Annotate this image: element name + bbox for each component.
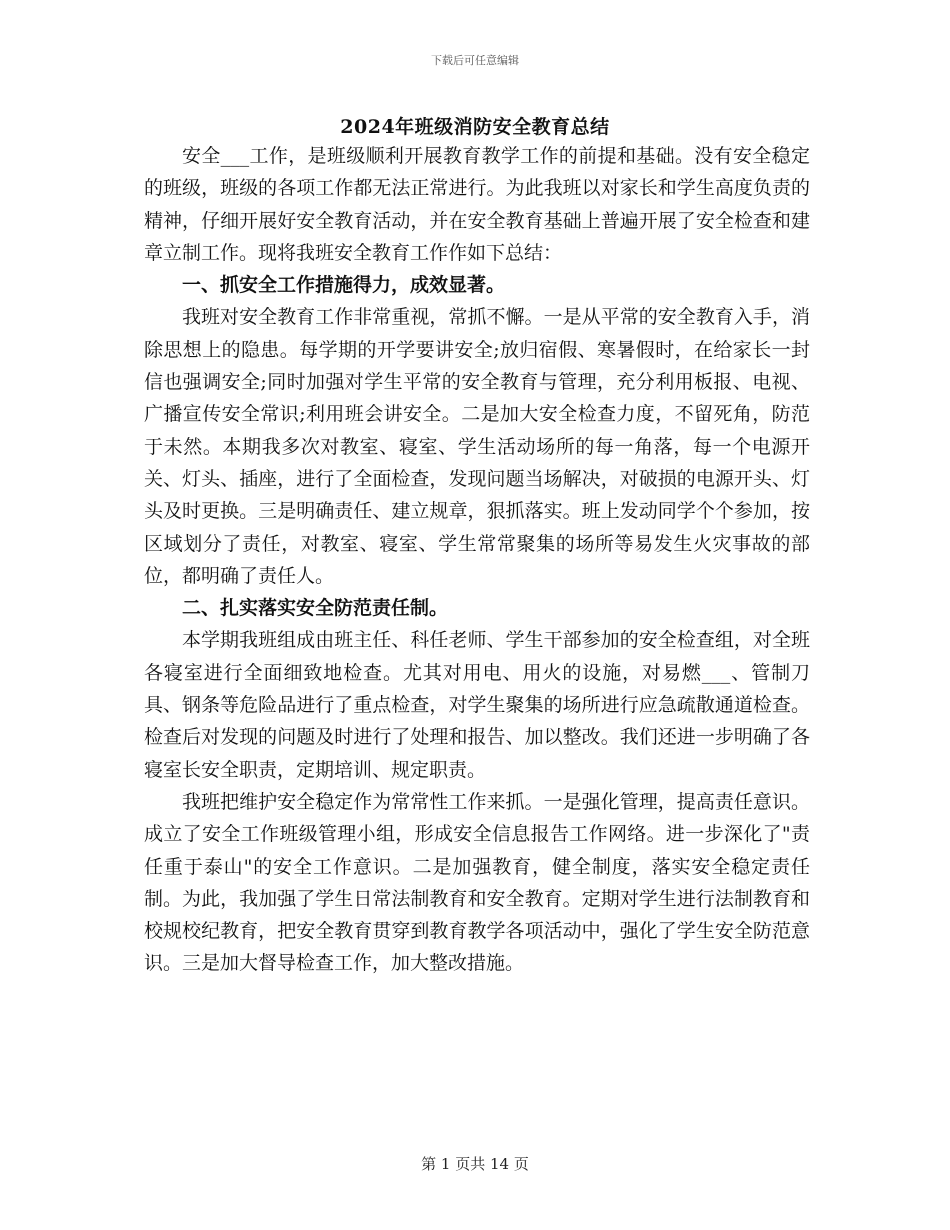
intro-paragraph: 安全___工作，是班级顺利开展教育教学工作的前提和基础。没有安全稳定的班级，班级的各项工作都无法正常进行。为此我班以对家长和学生高度负责的精神，仔细开展好安全教育活动，并在安全教育基础上普遍开展了安全检查和建章立制工作。现将我班安全教育工作作如下总结： xyxy=(144,145,810,264)
page-number: 第 1 页共 14 页 xyxy=(421,1155,529,1173)
section-2-paragraph-2: 我班把维护安全稳定作为常常性工作来抓。一是强化管理，提高责任意识。成立了安全工作班级管理小组，形成安全信息报告工作网络。进一步深化了"责任重于泰山"的安全工作意识。二是加强教育，健全制度，落实安全稳定责任制。为此，我加强了学生日常法制教育和安全教育。定期对学生进行法制教育和校规校纪教育，把安全教育贯穿到教育教学各项活动中，强化了学生安全防范意识。三是加大督导检查工作，加大整改措施。 xyxy=(144,790,810,975)
section-heading-2: 二、扎实落实安全防范责任制。 xyxy=(182,597,449,620)
page-header-note: 下载后可任意编辑 xyxy=(431,54,519,67)
section-heading-1: 一、抓安全工作措施得力，成效显著。 xyxy=(182,274,506,297)
section-2-paragraph-1: 本学期我班组成由班主任、科任老师、学生干部参加的安全检查组，对全班各寝室进行全面细致地检查。尤其对用电、用火的设施，对易燃___、管制刀具、钢条等危险品进行了重点检查，对学生聚集的场所进行应急疏散通道检查。检查后对发现的问题及时进行了处理和报告、加以整改。我们还进一步明确了各寝室长安全职责，定期培训、规定职责。 xyxy=(144,629,810,781)
section-1-paragraph: 我班对安全教育工作非常重视，常抓不懈。一是从平常的安全教育入手，消除思想上的隐患。每学期的开学要讲安全;放归宿假、寒暑假时，在给家长一封信也强调安全;同时加强对学生平常的安全教育与管理，充分利用板报、电视、广播宣传安全常识;利用班会讲安全。二是加大安全检查力度，不留死角，防范于未然。本期我多次对教室、寝室、学生活动场所的每一角落，每一个电源开关、灯头、插座，进行了全面检查，发现问题当场解决，对破损的电源开头、灯头及时更换。三是明确责任、建立规章，狠抓落实。班上发动同学个个参加，按区域划分了责任，对教室、寝室、学生常常聚集的场所等易发生火灾事故的部位，都明确了责任人。 xyxy=(144,306,810,587)
document-body xyxy=(144,140,810,980)
document-title: 2024年班级消防安全教育总结 xyxy=(340,116,610,138)
